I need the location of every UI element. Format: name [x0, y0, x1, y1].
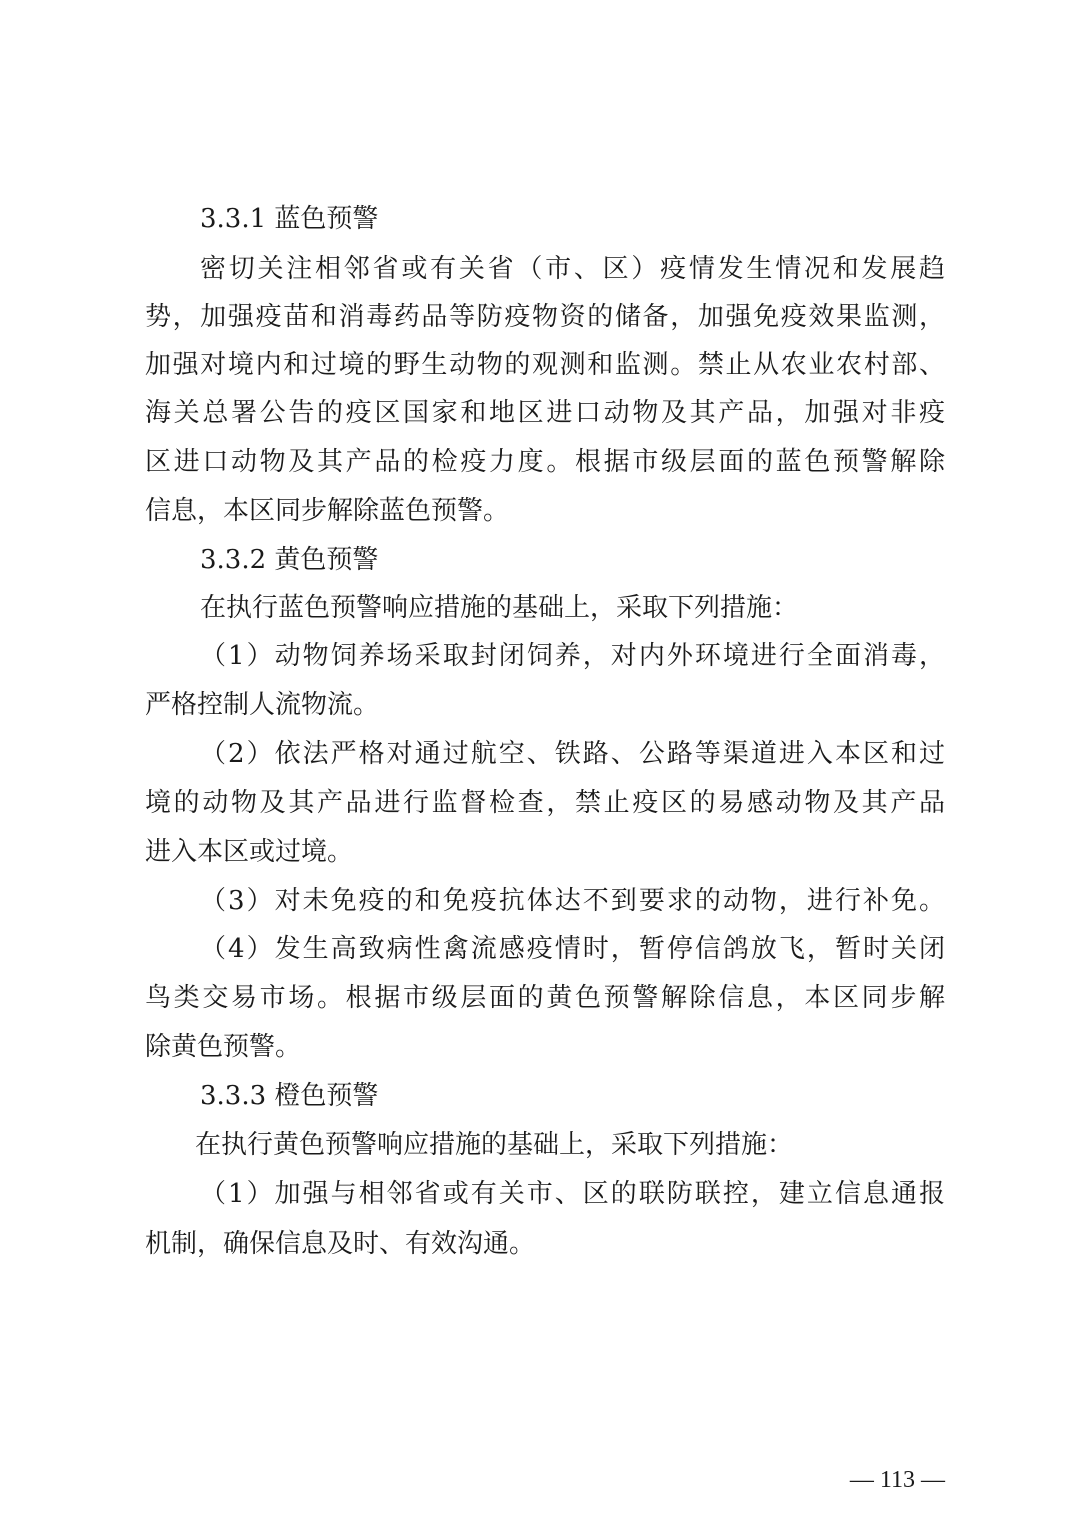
section-heading-3-3-3: 3.3.3 橙色预警 — [200, 1081, 379, 1111]
list-item-line: 进入本区或过境。 — [145, 837, 354, 867]
page-number: — 113 — — [849, 1467, 945, 1493]
paragraph-line: 密切关注相邻省或有关省（市、区）疫情发生情况和发展趋 — [200, 254, 945, 284]
list-item-line: （4）发生高致病性禽流感疫情时，暂停信鸽放飞，暂时关闭 — [200, 934, 945, 964]
paragraph-line: 在执行黄色预警响应措施的基础上，采取下列措施： — [195, 1130, 794, 1160]
section-heading-3-3-2: 3.3.2 黄色预警 — [200, 545, 379, 575]
list-item-line: 除黄色预警。 — [145, 1032, 302, 1062]
paragraph-line: 在执行蓝色预警响应措施的基础上，采取下列措施： — [200, 593, 799, 623]
paragraph-line: 加强对境内和过境的野生动物的观测和监测。禁止从农业农村部、 — [145, 350, 945, 380]
paragraph-line: 区进口动物及其产品的检疫力度。根据市级层面的蓝色预警解除 — [145, 447, 945, 477]
list-item-line: （2）依法严格对通过航空、铁路、公路等渠道进入本区和过 — [200, 739, 945, 769]
list-item-line: 机制，确保信息及时、有效沟通。 — [145, 1229, 536, 1259]
list-item-line: 鸟类交易市场。根据市级层面的黄色预警解除信息，本区同步解 — [145, 983, 945, 1013]
paragraph-line: 信息，本区同步解除蓝色预警。 — [145, 496, 510, 526]
section-heading-3-3-1: 3.3.1 蓝色预警 — [200, 204, 379, 234]
paragraph-line: 势，加强疫苗和消毒药品等防疫物资的储备，加强免疫效果监测， — [145, 302, 945, 332]
list-item-line: （1）动物饲养场采取封闭饲养，对内外环境进行全面消毒， — [200, 641, 945, 671]
list-item-line: （3）对未免疫的和免疫抗体达不到要求的动物，进行补免。 — [200, 886, 945, 916]
list-item-line: 严格控制人流物流。 — [145, 690, 380, 720]
list-item-line: 境的动物及其产品进行监督检查，禁止疫区的易感动物及其产品 — [145, 788, 945, 818]
list-item-line: （1）加强与相邻省或有关市、区的联防联控，建立信息通报 — [200, 1179, 945, 1209]
paragraph-line: 海关总署公告的疫区国家和地区进口动物及其产品，加强对非疫 — [145, 398, 945, 428]
